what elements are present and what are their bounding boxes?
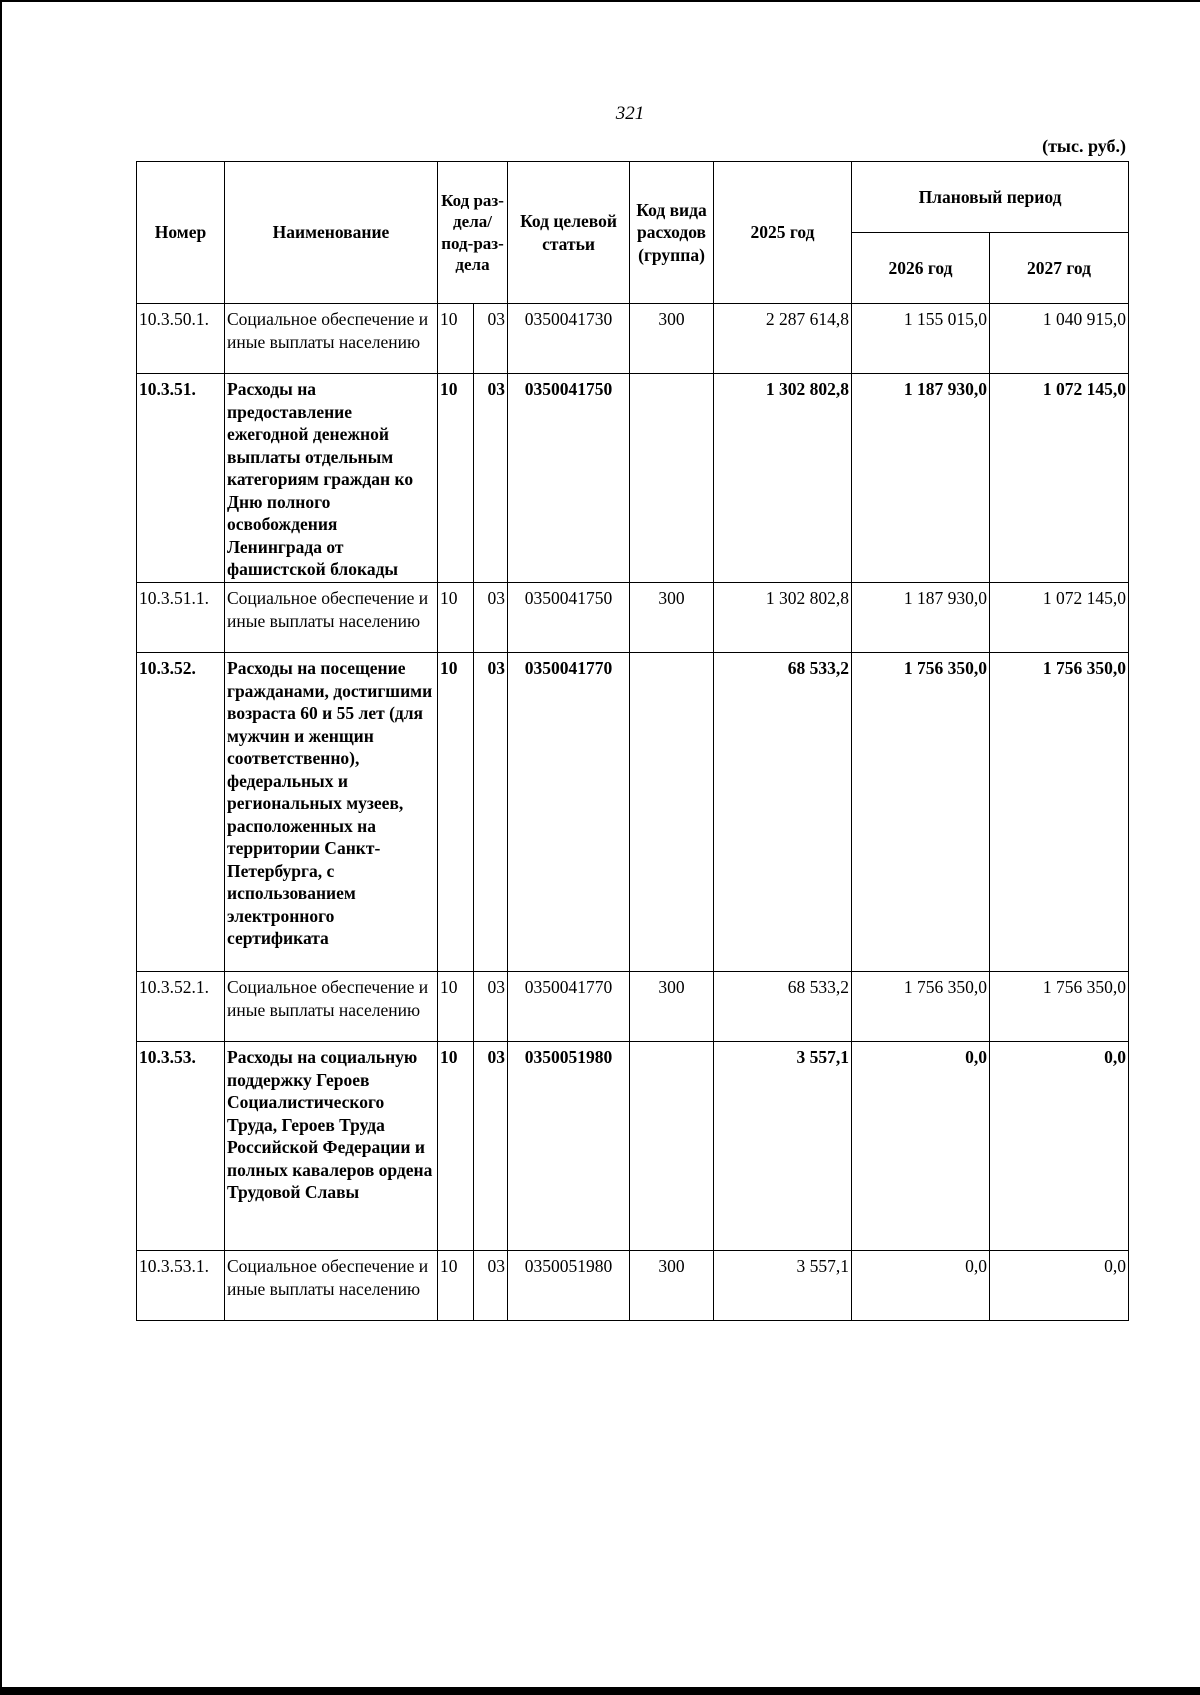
table-row	[137, 304, 1129, 374]
row-podrazdel: 03	[474, 653, 508, 972]
units-label: (тыс. руб.)	[1042, 136, 1126, 156]
row-target-article: 0350041730	[508, 304, 630, 374]
row-target-article: 0350041750	[508, 374, 630, 583]
row-amount-2027: 1 756 350,0	[990, 653, 1129, 972]
row-amount-2026: 0,0	[852, 1042, 990, 1251]
row-podrazdel: 03	[474, 583, 508, 653]
row-name: Расходы на посещение гражданами, достигшими возраста 60 и 55 лет (для мужчин и женщин соответственно), федеральных и региональных музеев, расположенных на территории Санкт-Петербурга, с использованием электронного сертификата	[225, 653, 438, 972]
row-number: 10.3.53.1.	[137, 1251, 225, 1321]
row-number: 10.3.50.1.	[137, 304, 225, 374]
row-expense-type	[630, 374, 714, 583]
row-expense-type: 300	[630, 583, 714, 653]
row-amount-2027: 1 072 145,0	[990, 374, 1129, 583]
budget-table	[136, 161, 1129, 1321]
row-amount-2025: 68 533,2	[714, 653, 852, 972]
row-name: Социальное обеспечение и иные выплаты населению	[225, 972, 438, 1042]
row-amount-2026: 1 756 350,0	[852, 653, 990, 972]
row-podrazdel: 03	[474, 1042, 508, 1251]
row-amount-2025: 3 557,1	[714, 1251, 852, 1321]
row-number: 10.3.51.	[137, 374, 225, 583]
row-target-article: 0350041770	[508, 972, 630, 1042]
header-planning-period: Плановый период	[852, 162, 1129, 233]
row-amount-2025: 68 533,2	[714, 972, 852, 1042]
row-podrazdel: 03	[474, 304, 508, 374]
table-row	[137, 972, 1129, 1042]
row-podrazdel: 03	[474, 972, 508, 1042]
header-year-2027: 2027 год	[990, 233, 1129, 304]
table-row	[137, 1042, 1129, 1251]
row-target-article: 0350041770	[508, 653, 630, 972]
row-amount-2025: 3 557,1	[714, 1042, 852, 1251]
header-section: Код раз-дела/ под-раз-дела	[438, 162, 508, 304]
row-amount-2027: 1 756 350,0	[990, 972, 1129, 1042]
row-podrazdel: 03	[474, 1251, 508, 1321]
row-name: Социальное обеспечение и иные выплаты населению	[225, 304, 438, 374]
table-row	[137, 653, 1129, 972]
row-number: 10.3.51.1.	[137, 583, 225, 653]
row-amount-2027: 1 040 915,0	[990, 304, 1129, 374]
row-target-article: 0350051980	[508, 1251, 630, 1321]
table-header	[137, 162, 1129, 304]
header-year-2026: 2026 год	[852, 233, 990, 304]
row-razdel: 10	[438, 972, 474, 1042]
row-razdel: 10	[438, 583, 474, 653]
row-expense-type: 300	[630, 972, 714, 1042]
table-row	[137, 583, 1129, 653]
row-name: Расходы на социальную поддержку Героев Социалистического Труда, Героев Труда Российской Федерации и полных кавалеров ордена Трудовой Славы	[225, 1042, 438, 1251]
row-amount-2026: 1 187 930,0	[852, 374, 990, 583]
row-number: 10.3.53.	[137, 1042, 225, 1251]
row-name: Социальное обеспечение и иные выплаты населению	[225, 583, 438, 653]
row-number: 10.3.52.1.	[137, 972, 225, 1042]
row-razdel: 10	[438, 1042, 474, 1251]
row-expense-type	[630, 653, 714, 972]
row-expense-type: 300	[630, 304, 714, 374]
row-amount-2025: 1 302 802,8	[714, 374, 852, 583]
row-amount-2026: 1 187 930,0	[852, 583, 990, 653]
row-target-article: 0350051980	[508, 1042, 630, 1251]
row-amount-2026: 1 155 015,0	[852, 304, 990, 374]
table-body	[137, 304, 1129, 1321]
table-row	[137, 1251, 1129, 1321]
page-number: 321	[615, 103, 645, 124]
header-number: Номер	[137, 162, 225, 304]
row-expense-type	[630, 1042, 714, 1251]
row-razdel: 10	[438, 374, 474, 583]
header-expense-type: Код вида расходов (группа)	[630, 162, 714, 304]
row-name: Социальное обеспечение и иные выплаты населению	[225, 1251, 438, 1321]
row-expense-type: 300	[630, 1251, 714, 1321]
header-year-2025: 2025 год	[714, 162, 852, 304]
header-target-article: Код целевой статьи	[508, 162, 630, 304]
row-razdel: 10	[438, 304, 474, 374]
row-amount-2027: 1 072 145,0	[990, 583, 1129, 653]
scan-border-left	[0, 0, 2, 1695]
row-amount-2027: 0,0	[990, 1042, 1129, 1251]
header-name: Наименование	[225, 162, 438, 304]
row-number: 10.3.52.	[137, 653, 225, 972]
scan-border-top	[0, 0, 1200, 2]
row-amount-2025: 1 302 802,8	[714, 583, 852, 653]
table-row	[137, 374, 1129, 583]
row-amount-2027: 0,0	[990, 1251, 1129, 1321]
row-name: Расходы на предоставление ежегодной денежной выплаты отдельным категориям граждан ко Дню полного освобождения Ленинграда от фашистской блокады	[225, 374, 438, 583]
scan-border-bottom	[0, 1687, 1200, 1695]
row-amount-2026: 1 756 350,0	[852, 972, 990, 1042]
row-razdel: 10	[438, 1251, 474, 1321]
row-podrazdel: 03	[474, 374, 508, 583]
row-amount-2025: 2 287 614,8	[714, 304, 852, 374]
row-target-article: 0350041750	[508, 583, 630, 653]
row-amount-2026: 0,0	[852, 1251, 990, 1321]
row-razdel: 10	[438, 653, 474, 972]
